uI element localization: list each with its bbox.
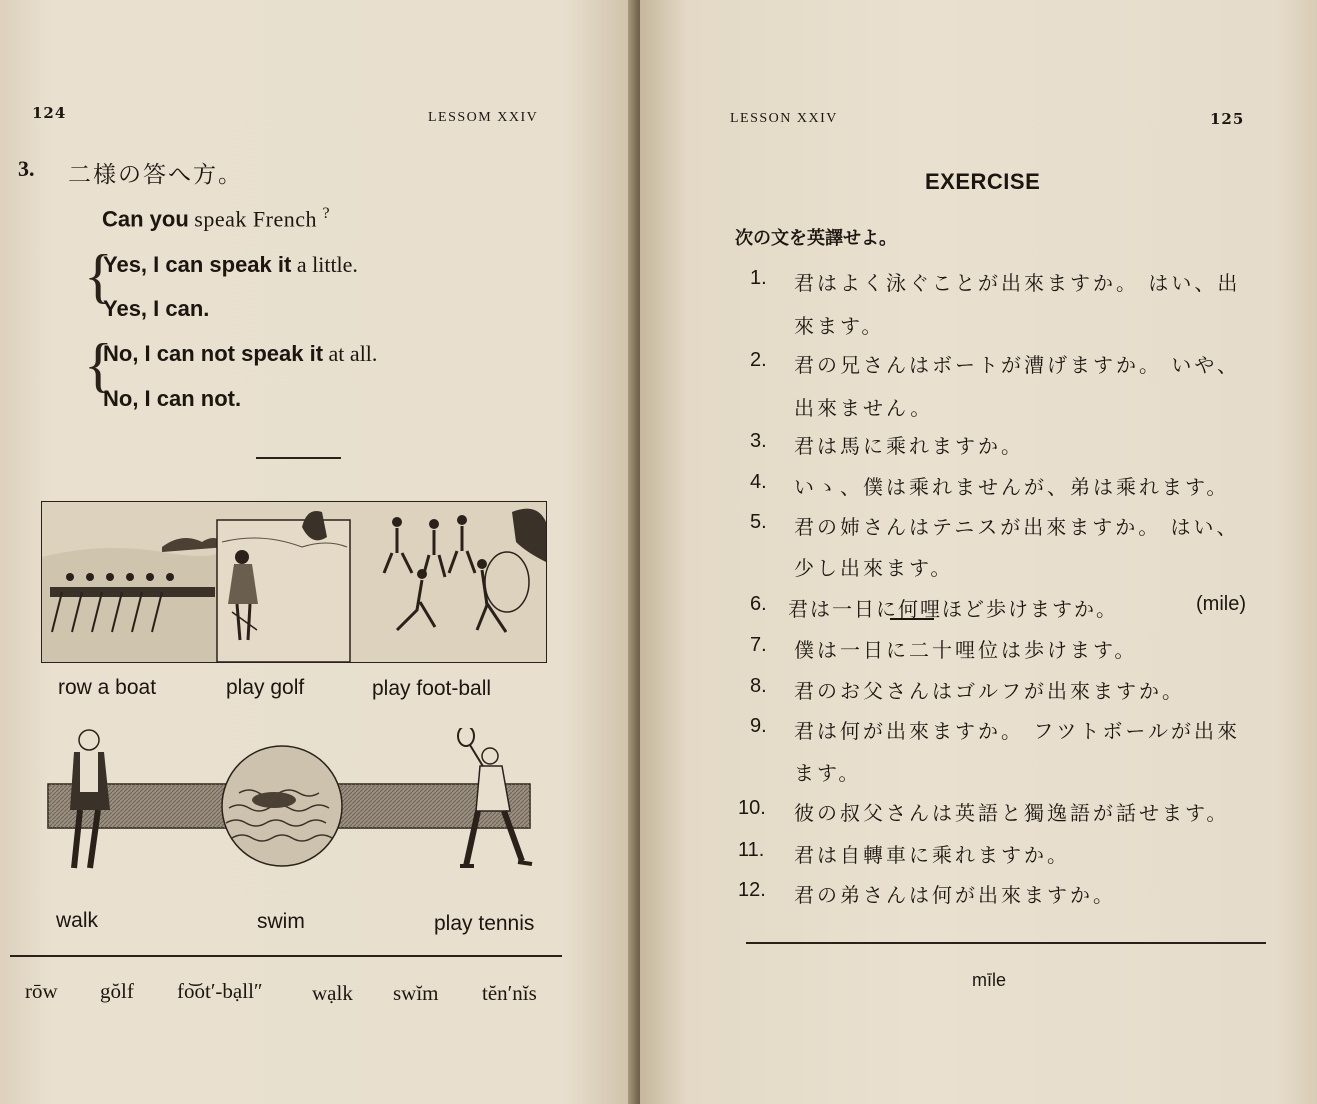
answer-yes-2 bbox=[103, 296, 209, 322]
page-number-left: 124 bbox=[32, 104, 67, 122]
item-number-2: 2. bbox=[750, 349, 767, 371]
pron-walk: wạlk bbox=[312, 981, 353, 1005]
question-rest: speak French bbox=[194, 206, 317, 232]
answer-no-2-bold: No, I can not. bbox=[103, 386, 242, 411]
sports-illustration-row1 bbox=[41, 501, 547, 663]
answer-no-1-rest: at all. bbox=[328, 341, 378, 366]
question-mark: ? bbox=[322, 205, 330, 222]
answer-yes-1-rest: a little. bbox=[296, 252, 358, 277]
sports-drawing-row1 bbox=[42, 502, 546, 662]
answer-no-2 bbox=[103, 386, 241, 412]
item-1-line-1: 君はよく泳ぐことが出來ますか。 はい、出 bbox=[794, 271, 1241, 295]
pron-football: fo͝ot′-bạll″ bbox=[177, 979, 263, 1003]
item-number-6: 6. bbox=[750, 593, 767, 615]
item-2-line-2: 出來ません。 bbox=[794, 396, 934, 420]
caption-swim: swim bbox=[257, 910, 305, 933]
right-page bbox=[640, 0, 1317, 1104]
section-title: 二様の答へ方。 bbox=[68, 162, 243, 188]
running-head-left: LESSOM XXIV bbox=[428, 110, 539, 125]
item-number-5: 5. bbox=[750, 511, 767, 533]
item-number-7: 7. bbox=[750, 634, 767, 656]
pron-swim: swĭm bbox=[393, 981, 439, 1005]
caption-walk: walk bbox=[56, 909, 99, 932]
item-10-line-1: 彼の叔父さんは英語と獨逸語が話せます。 bbox=[794, 801, 1230, 825]
item-number-1: 1. bbox=[750, 267, 767, 289]
pron-golf: gŏlf bbox=[100, 979, 134, 1003]
question-bold: Can you bbox=[102, 206, 189, 232]
answer-no-1 bbox=[103, 341, 377, 367]
answer-yes-1 bbox=[103, 252, 358, 278]
running-head-right: LESSON XXIV bbox=[730, 111, 838, 126]
caption-play-tennis: play tennis bbox=[434, 912, 535, 935]
short-divider bbox=[256, 457, 341, 459]
answer-yes-1-bold: Yes, I can speak it bbox=[103, 252, 292, 277]
item-4-line-1: いゝ、僕は乘れませんが、弟は乘れます。 bbox=[794, 475, 1230, 499]
item-9-line-1: 君は何が出來ますか。 フツトボールが出來 bbox=[794, 719, 1240, 743]
answer-yes-2-bold: Yes, I can. bbox=[103, 296, 210, 321]
pron-row: rōw bbox=[25, 979, 58, 1003]
pron-tennis: tĕn′nĭs bbox=[482, 981, 537, 1005]
sports-illustration-row2 bbox=[44, 728, 544, 898]
item-number-3: 3. bbox=[750, 430, 767, 452]
answer-no-1-bold: No, I can not speak it bbox=[103, 341, 324, 366]
item-3-line-1: 君は馬に乘れますか。 bbox=[794, 434, 1024, 458]
item-6-line-1: 君は一日に何哩ほど歩けますか。 bbox=[788, 597, 1118, 621]
item-7-line-1: 僕は一日に二十哩位は歩けます。 bbox=[794, 638, 1138, 662]
footnote-mile: mīle bbox=[972, 970, 1007, 990]
brace-no: { bbox=[84, 332, 113, 398]
item-number-11: 11. bbox=[738, 839, 765, 861]
footnote-divider bbox=[746, 942, 1266, 944]
item-1-line-2: 來ます。 bbox=[794, 314, 885, 338]
item-number-10: 10. bbox=[738, 797, 766, 819]
pronunciation-divider bbox=[10, 955, 562, 957]
item-number-8: 8. bbox=[750, 675, 767, 697]
item-8-line-1: 君のお父さんはゴルフが出來ますか。 bbox=[794, 679, 1185, 703]
caption-row-a-boat: row a boat bbox=[58, 676, 157, 699]
item-12-line-1: 君の弟さんは何が出來ますか。 bbox=[794, 883, 1116, 907]
item-6-note: (mile) bbox=[1196, 593, 1246, 615]
left-page bbox=[0, 0, 640, 1104]
item-2-line-1: 君の兄さんはボートが漕げますか。 いや、 bbox=[794, 353, 1240, 377]
item-number-4: 4. bbox=[750, 471, 767, 493]
page-number-right: 125 bbox=[1210, 110, 1245, 128]
item-number-9: 9. bbox=[750, 715, 767, 737]
exercise-instruction: 次の文を英譯せよ。 bbox=[735, 228, 897, 249]
item-11-line-1: 君は自轉車に乘れますか。 bbox=[794, 843, 1070, 867]
item-5-line-1: 君の姉さんはテニスが出來ますか。 はい、 bbox=[794, 515, 1240, 539]
brace-yes: { bbox=[84, 243, 113, 309]
caption-play-football: play foot-ball bbox=[372, 677, 492, 700]
question-line bbox=[102, 205, 330, 232]
item-5-line-2: 少し出來ます。 bbox=[794, 556, 954, 580]
sports-drawing-row2 bbox=[44, 728, 544, 898]
caption-play-golf: play golf bbox=[226, 676, 305, 699]
item-number-12: 12. bbox=[738, 879, 766, 901]
item-6-underline bbox=[890, 618, 934, 620]
item-9-line-2: ます。 bbox=[794, 761, 862, 785]
section-number: 3. bbox=[18, 156, 35, 181]
exercise-title: EXERCISE bbox=[925, 169, 1041, 194]
